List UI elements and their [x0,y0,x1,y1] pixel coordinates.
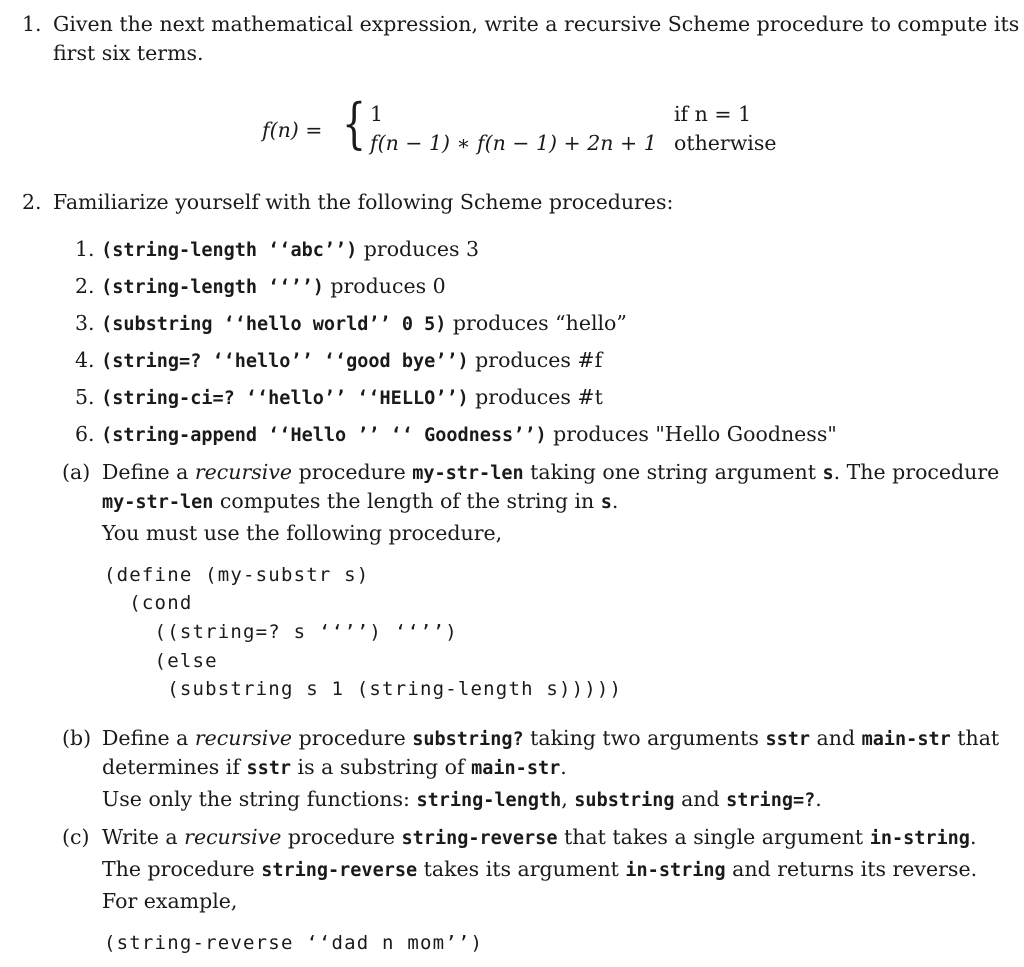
proc-code: (string-length ‘‘’’) [101,277,324,298]
proc-code: (string-ci=? ‘‘hello’’ ‘‘HELLO’’) [101,388,469,409]
part-b-label: (b) [62,726,92,750]
q2-number: 2. [22,190,42,214]
proc-item-3: 3. (substring ‘‘hello world’’ 0 5) produces “hello” [75,311,627,335]
part-b-line1: Define a recursive procedure substring? taking two arguments sstr and main-str that [102,726,1000,750]
part-b-line3: Use only the string functions: string-length, substring and string=?. [102,787,822,811]
part-a-line2: my-str-len computes the length of the string in s. [102,489,619,513]
part-b-line2: determines if sstr is a substring of main-str. [102,755,567,779]
code-line: ((string=? s ‘‘’’) ‘‘’’) [104,621,458,643]
q1-case2-condition: otherwise [674,131,777,155]
q1-text-line1: Given the next mathematical expression, write a recursive Scheme procedure to compute its [53,12,1020,36]
part-c-line3: For example, [102,889,238,913]
part-a-label: (a) [62,460,91,484]
part-a-line3: You must use the following procedure, [102,521,503,545]
q1-number: 1. [22,12,42,36]
proc-item-6: 6. (string-append ‘‘Hello ’’ ‘‘ Goodness’’) produces "Hello Goodness" [75,422,837,446]
part-a-line1: Define a recursive procedure my-str-len taking one string argument s. The procedure [102,460,1000,484]
proc-code: (string=? ‘‘hello’’ ‘‘good bye’’) [101,351,469,372]
code-line: (string-reverse ‘‘dad n mom’’) [104,932,484,954]
code-line: (else [104,650,218,672]
proc-code: (string-length ‘‘abc’’) [101,240,358,261]
proc-item-1: 1. (string-length ‘‘abc’’) produces 3 [75,237,480,261]
q1-case2-expression: f(n − 1) ∗ f(n − 1) + 2n + 1 [370,131,657,155]
part-c-label: (c) [62,825,90,849]
code-line: (substring s 1 (string-length s))))) [104,678,623,700]
proc-item-2: 2. (string-length ‘‘’’) produces 0 [75,274,446,298]
q1-function-lhs: f(n) = [262,118,323,142]
proc-code: (string-append ‘‘Hello ’’ ‘‘ Goodness’’) [101,425,547,446]
q2-intro: Familiarize yourself with the following Scheme procedures: [53,190,674,214]
q1-piecewise-brace: { [342,92,367,155]
part-c-line1: Write a recursive procedure string-reverse that takes a single argument in-string. [102,825,977,849]
code-line: (cond [104,592,193,614]
proc-item-4: 4. (string=? ‘‘hello’’ ‘‘good bye’’) produces #f [75,348,603,372]
code-line: (define (my-substr s) [104,564,370,586]
part-c-line2: The procedure string-reverse takes its argument in-string and returns its reverse. [102,857,978,881]
q1-text-line2: first six terms. [53,41,204,65]
q1-case1-expression: 1 [370,102,384,126]
proc-code: (substring ‘‘hello world’’ 0 5) [101,314,447,335]
proc-item-5: 5. (string-ci=? ‘‘hello’’ ‘‘HELLO’’) produces #t [75,385,603,409]
q1-case1-condition: if n = 1 [674,102,752,126]
